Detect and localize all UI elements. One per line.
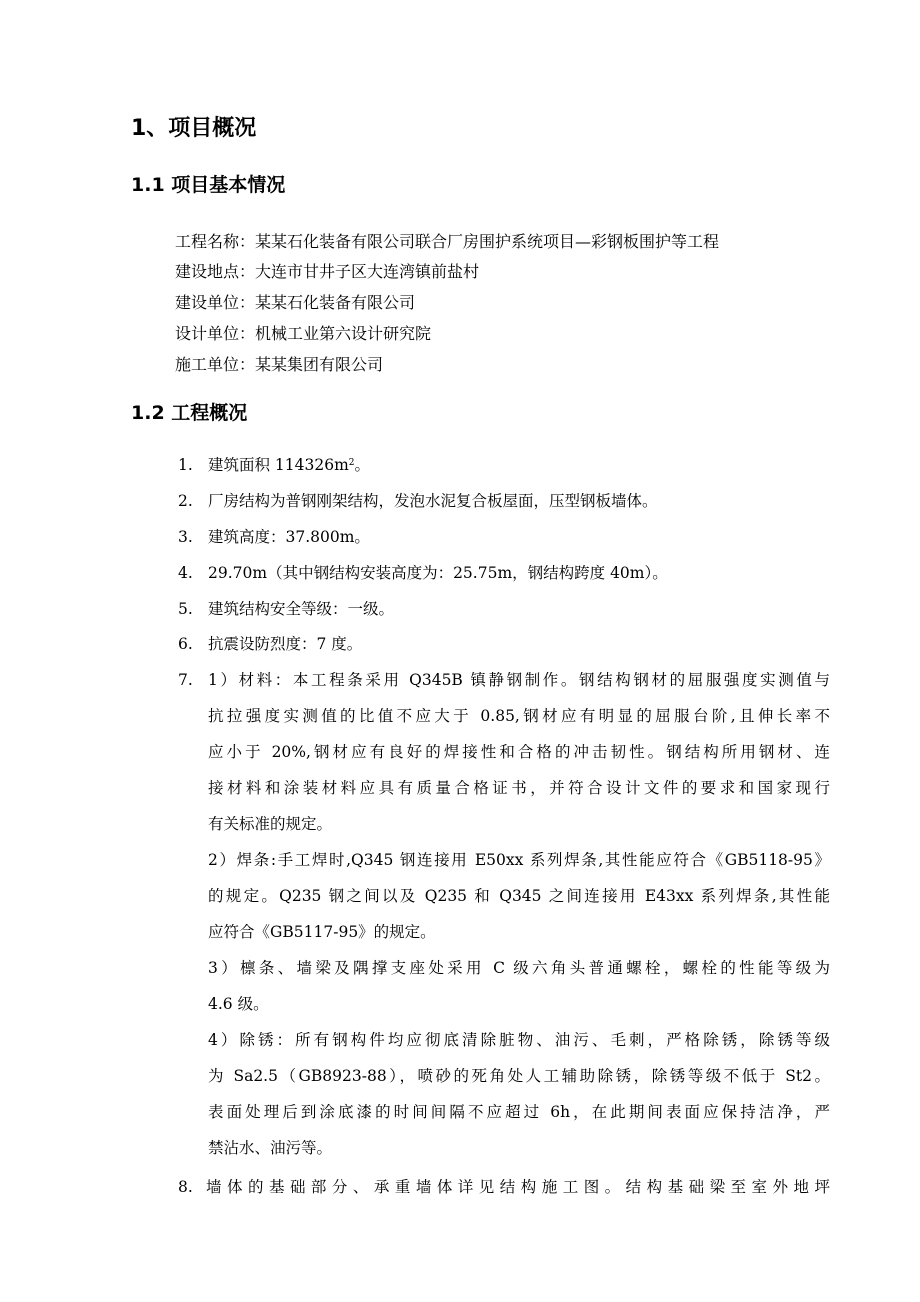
list-item-foundation: 8. 墙体的基础部分、承重墙体详见结构施工图。结构基础梁至室外地坪 [178,1178,830,1196]
paragraph-line: 4）除锈：所有钢构件均应彻底清除脏物、油污、毛刺，严格除锈，除锈等级 [208,1031,830,1049]
info-owner: 建设单位：某某石化装备有限公司 [175,293,416,312]
info-location: 建设地点：大连市甘井子区大连湾镇前盐村 [175,262,480,281]
info-project-name: 工程名称：某某石化装备有限公司联合厂房围护系统项目—彩钢板围护等工程 [175,232,720,251]
list-number: 4. [178,564,193,582]
list-item-safety-level: 建筑结构安全等级：一级。 [208,600,395,618]
superscript: 2 [348,458,355,468]
heading-project-overview: 1、项目概况 [131,116,257,141]
list-number: 2. [178,492,193,510]
paragraph-line: 为 Sa2.5（GB8923-88），喷砂的死角处人工辅助除锈，除锈等级不低于 St2。 [208,1067,830,1085]
paragraph-line: 禁沾水、油污等。 [208,1139,333,1157]
list-number: 3. [178,528,193,546]
paragraph-line: 抗拉强度实测值的比值不应大于 0.85,钢材应有明显的屈服台阶,且伸长率不 [208,707,830,725]
paragraph-line: 应符合《GB5117-95》的规定。 [208,923,436,941]
list-item-steel-height: 29.70m（其中钢结构安装高度为：25.75m，钢结构跨度 40m）。 [208,564,668,582]
list-item-area: 建筑面积 $114326m^2$。 [208,456,371,474]
paragraph-line: 的规定。Q235 钢之间以及 Q235 和 Q345 之间连接用 E43xx 系列焊条,其性能 [208,887,830,905]
paragraph-line: 接材料和涂装材料应具有质量合格证书，并符合设计文件的要求和国家现行 [208,779,830,797]
paragraph-line: 表面处理后到涂底漆的时间间隔不应超过 6h，在此期间表面应保持洁净，严 [208,1103,830,1121]
list-item-height: 建筑高度：37.800m。 [208,528,370,546]
list-number: 1. [178,456,193,474]
list-number: 6. [178,635,193,653]
list-item-structure: 厂房结构为普钢刚架结构，发泡水泥复合板屋面，压型钢板墙体。 [208,492,658,510]
heading-basic-info: 1.1 项目基本情况 [131,174,286,196]
paragraph-line: 2）焊条:手工焊时,Q345 钢连接用 E50xx 系列焊条,其性能应符合《GB5118-95》 [208,851,830,869]
info-contractor: 施工单位：某某集团有限公司 [175,355,384,374]
list-number: 7. [178,671,193,689]
paragraph-line: 应小于 20%,钢材应有良好的焊接性和合格的冲击韧性。钢结构所用钢材、连 [208,743,830,761]
paragraph-line: 1）材料：本工程条采用 Q345B 镇静钢制作。钢结构钢材的屈服强度实测值与 [208,671,830,689]
info-designer: 设计单位：机械工业第六设计研究院 [175,324,432,343]
paragraph-line: 有关标准的规定。 [208,815,333,833]
paragraph-line: 3）檩条、墙梁及隅撑支座处采用 C 级六角头普通螺栓，螺栓的性能等级为 [208,959,830,977]
list-number: 5. [178,600,193,618]
list-item-seismic: 抗震设防烈度：7 度。 [208,635,363,653]
heading-engineering-overview: 1.2 工程概况 [131,402,248,424]
paragraph-line: 4.6 级。 [208,995,269,1013]
